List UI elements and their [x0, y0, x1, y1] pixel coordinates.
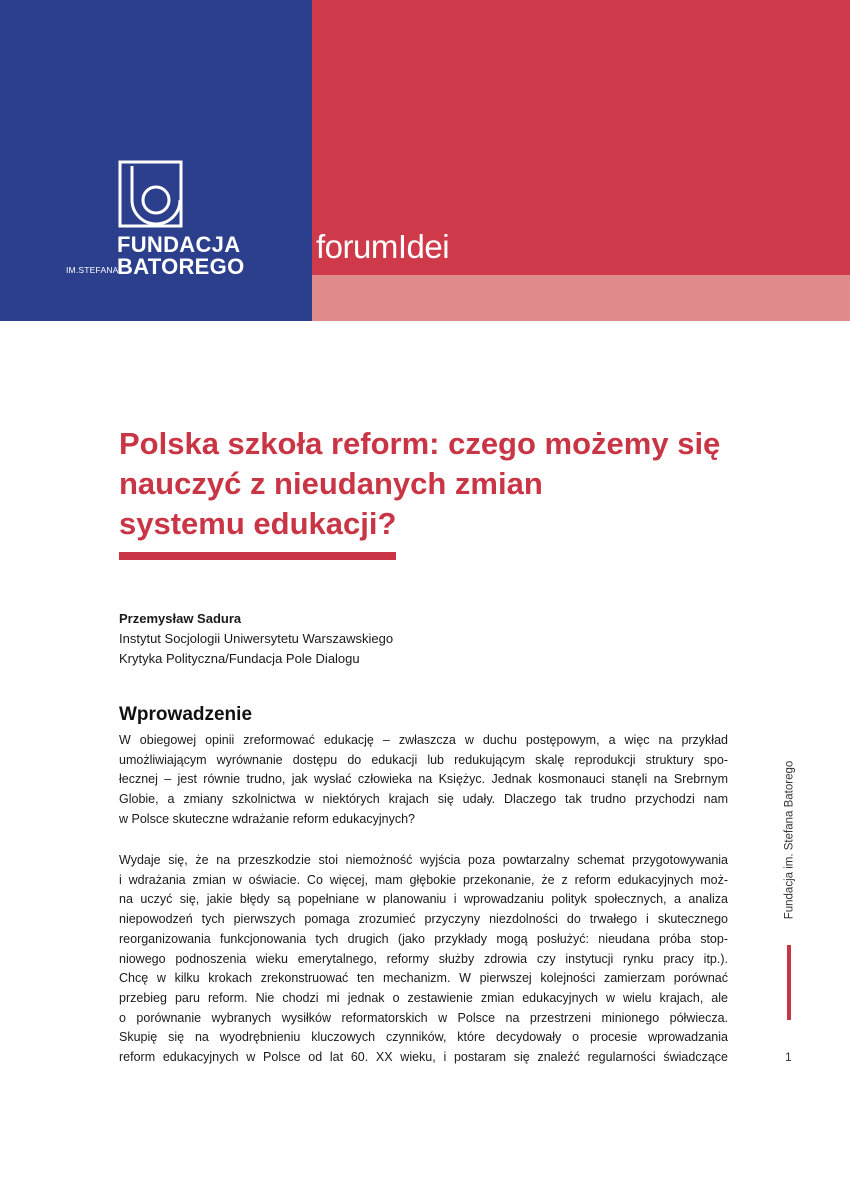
sidebar-vertical-text: Fundacja im. Stefana Batorego	[783, 760, 796, 920]
body-paragraph-1	[119, 731, 728, 830]
text-line: w Polsce skuteczne wdrażanie reform edukacyjnych?	[119, 811, 415, 826]
title-line: systemu edukacji?	[119, 506, 397, 541]
text-line: niowego podnoszenia wieku emerytalnego, reformy służby zdrowia czy instytucji rynku pracy itp.).	[119, 951, 728, 966]
header-pink-band	[312, 275, 850, 321]
page-number: 1	[785, 1050, 792, 1064]
sidebar-accent-bar	[787, 945, 791, 1020]
text-line: przebieg paru reform. Nie chodzi mi jednak o zestawienie zmian edukacyjnych w wielu krajach, ale	[119, 990, 728, 1005]
text-line: umożliwiającym wyrównanie dostępu do edukacji lub redukującym skalę reprodukcji struktury spo-	[119, 752, 728, 767]
text-line: reorganizowania funkcjonowania tych drugich (jako przykłady mogą posłużyć: nieudana próba stop-	[119, 931, 728, 946]
section-heading: Wprowadzenie	[119, 704, 253, 725]
text-line: Skupię się na wyodrębnieniu kluczowych czynników, które decydowały o procesie wprowadzania	[119, 1030, 728, 1045]
text-line: Chcę w kilku krokach zrekonstruować ten mechanizm. W pierwszej kolejności zamierzam porównać	[119, 971, 728, 986]
logo-name-line1: FUNDACJA	[117, 232, 241, 257]
text-line: o porównanie wybranych wysiłków reformatorskich w Polsce na przestrzeni minionego półwiecza.	[119, 1010, 728, 1025]
title-line: nauczyć z nieudanych zmian	[119, 466, 543, 501]
text-line: na uczyć się, jakie błędy są popełniane w planowaniu i wprowadzaniu polityk społecznych, a analiza	[119, 892, 728, 907]
text-line: Globie, a zmiany szkolnictwa w niektórych krajach się udały. Dlaczego tak trudno przychodzi nam	[119, 792, 728, 807]
author-affiliation: Krytyka Polityczna/Fundacja Pole Dialogu	[119, 651, 360, 666]
text-line: i wdrażania zmian w oświacie. Co więcej, mam głębokie przekonanie, że z reform edukacyjnych moż-	[119, 872, 728, 887]
text-line: łecznej – jest równie trudno, jak wysłać człowieka na Księżyc. Jednak kosmonauci stanęli na Srebrnym	[119, 772, 728, 787]
logo-prefix: IM.STEFANA	[66, 265, 119, 275]
title-underline	[119, 552, 396, 560]
text-line: niepowodzeń tych pierwszych pomaga zrozumieć przyczyny niezdolności do trwałego i skutecznego	[119, 912, 728, 927]
author-name: Przemysław Sadura	[119, 611, 242, 626]
text-line: reform edukacyjnych w Polsce od lat 60. XX wieku, i postaram się znaleźć regularności świadczące	[119, 1050, 728, 1065]
text-line: Wydaje się, że na przeszkodzie stoi niemożność wyjścia poza powtarzalny schemat przygotowywania	[119, 853, 728, 867]
title-line: Polska szkoła reform: czego możemy się	[119, 426, 721, 461]
sidebar-vertical-label	[782, 760, 798, 925]
series-name: forumIdei	[316, 228, 450, 265]
logo-name-line2: BATOREGO	[117, 254, 245, 279]
author-affiliation: Instytut Socjologii Uniwersytetu Warszawskiego	[119, 631, 394, 646]
article-title	[119, 424, 769, 544]
body-paragraph-2	[119, 851, 728, 1068]
foundation-logo-icon	[118, 160, 183, 228]
text-line: W obiegowej opinii zreformować edukację – zwłaszcza w duchu postępowym, a więc na przykład	[119, 733, 728, 747]
